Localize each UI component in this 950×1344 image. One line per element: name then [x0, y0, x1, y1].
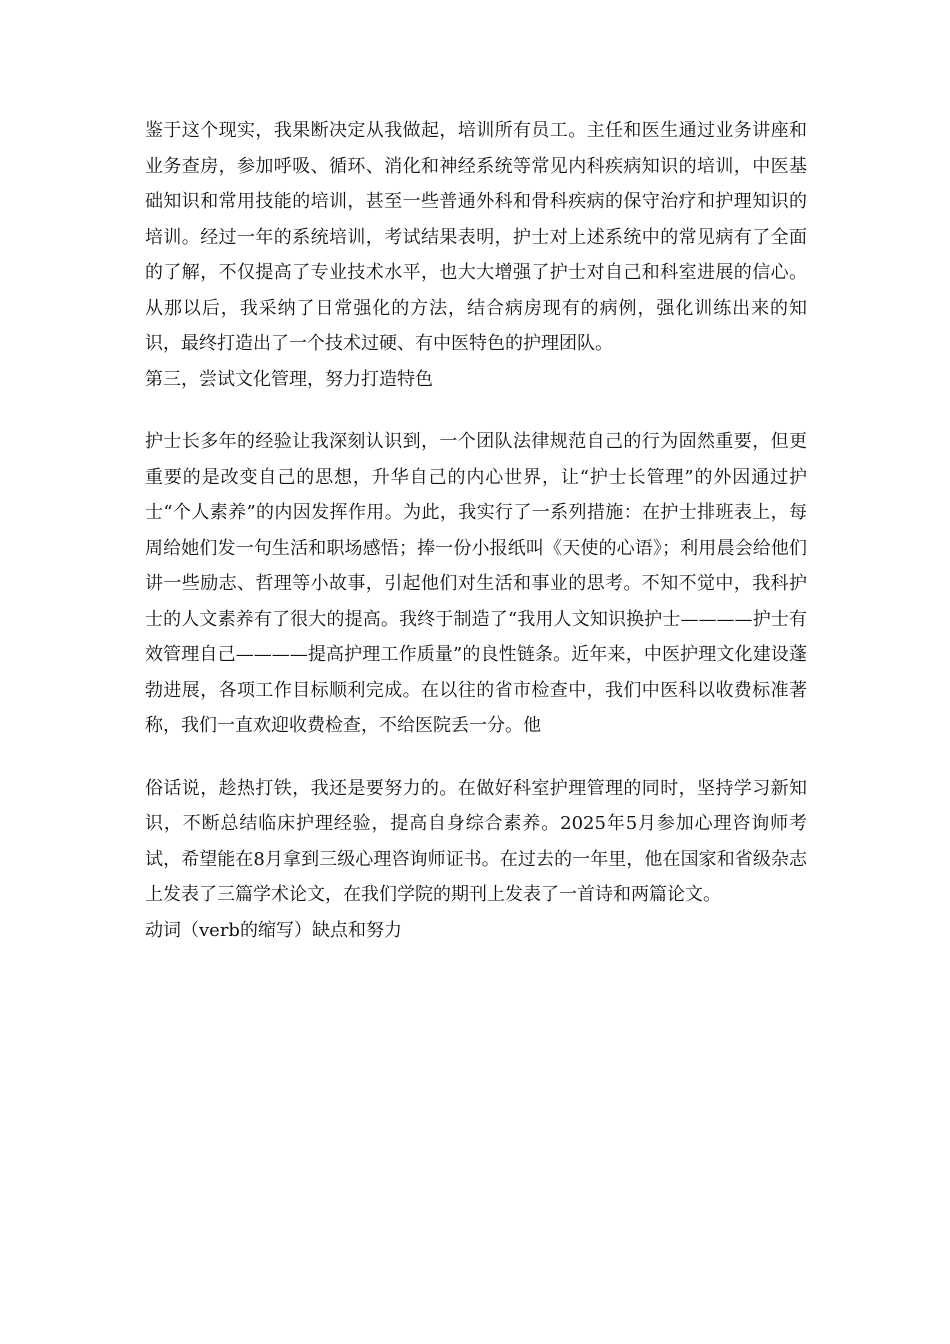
document-page [145, 113, 807, 948]
paragraph-staff-training: 鉴于这个现实，我果断决定从我做起，培训所有员工。主任和医生通过业务讲座和业务查房，参加呼吸、循环、消化和神经系统等常见内科疾病知识的培训，中医基础知识和常用技能的培训，甚至一些普通外科和骨科疾病的保守治疗和护理知识的培训。经过一年的系统培训，考试结果表明，护士对上述系统中的常见病有了全面的了解，不仅提高了专业技术水平，也大大增强了护士对自己和科室进展的信心。从那以后，我采纳了日常强化的方法，结合病房现有的病例，强化训练出来的知识，最终打造出了一个技术过硬、有中医特色的护理团队。 [145, 120, 807, 354]
section-heading-shortcomings: 动词（verb的缩写）缺点和努力 [145, 919, 402, 941]
paragraph-self-improvement: 俗话说，趁热打铁，我还是要努力的。在做好科室护理管理的同时，坚持学习新知识，不断总结临床护理经验，提高自身综合素养。2025年5月参加心理咨询师考试，希望能在8月拿到三级心理咨询师证书。在过去的一年里，他在国家和省级杂志上发表了三篇学术论文，在我们学院的期刊上发表了一首诗和两篇论文。 [145, 777, 807, 905]
paragraph-culture-management: 护士长多年的经验让我深刻认识到，一个团队法律规范自己的行为固然重要，但更重要的是改变自己的思想，升华自己的内心世界，让“护士长管理”的外因通过护士“个人素养”的内因发挥作用。为此，我实行了一系列措施：在护士排班表上，每周给她们发一句生活和职场感悟；捧一份小报纸叫《天使的心语》；利用晨会给他们讲一些励志、哲理等小故事，引起他们对生活和事业的思考。不知不觉中，我科护士的人文素养有了很大的提高。我终于制造了“我用人文知识换护士————护士有效管理自己————提高护理工作质量”的良性链条。近年来，中医护理文化建设蓬勃进展，各项工作目标顺利完成。在以往的省市检查中，我们中医科以收费标准著称，我们一直欢迎收费检查，不给医院丢一分。他 [145, 431, 807, 736]
section-heading-culture-management: 第三，尝试文化管理，努力打造特色 [145, 368, 433, 390]
